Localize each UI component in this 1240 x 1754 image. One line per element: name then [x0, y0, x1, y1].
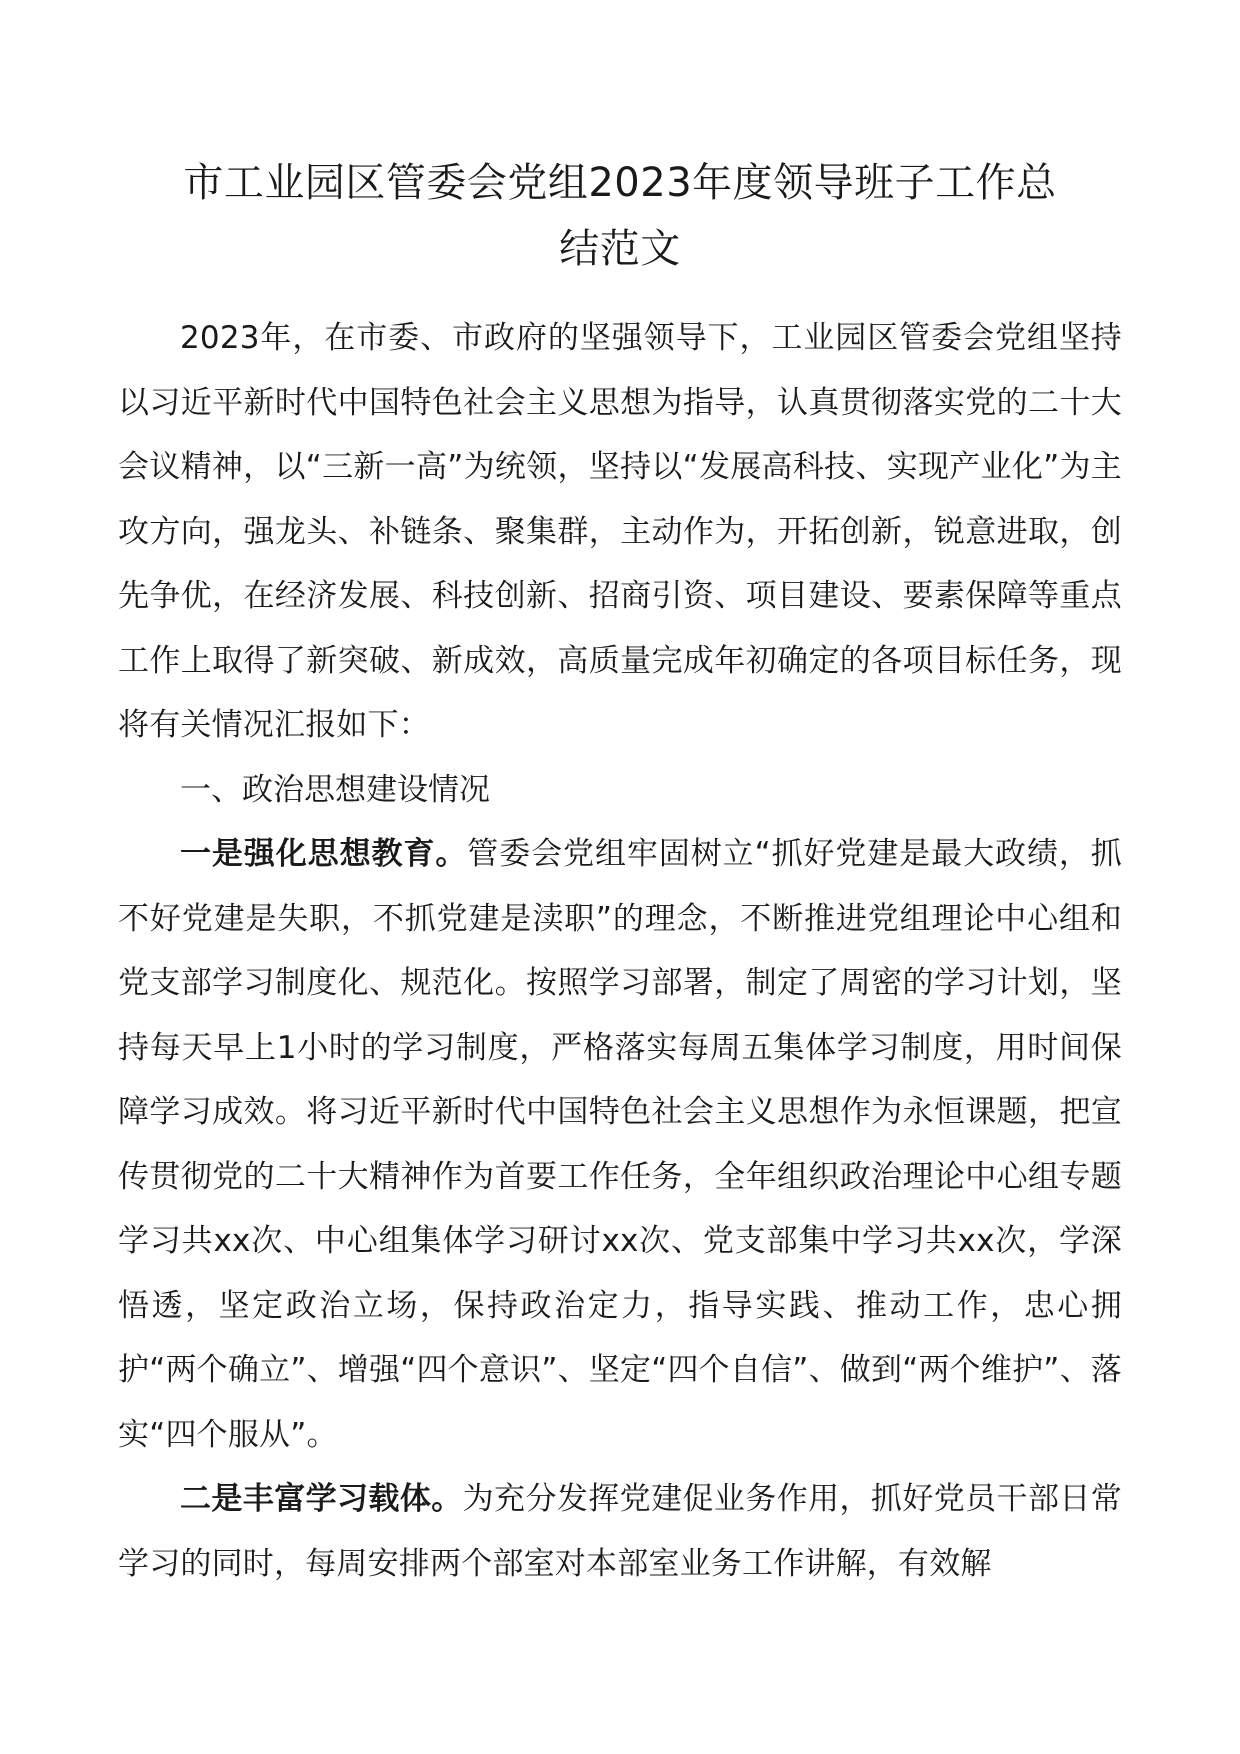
paragraph-body-thought-education: 管委会党组牢固树立“抓好党建是最大政绩，抓不好党建是失职，不抓党建是渎职”的理念，不断推进党组理论中心组和党支部学习制度化、规范化。按照学习部署，制定了周密的学习计划，坚持每天早上1小时的学习制度，严格落实每周五集体学习制度，用时间保障学习成效。将习近平新时代中国特色社会主义思想作为永恒课题，把宣传贯彻党的二十大精神作为首要工作任务，全年组织政治理论中心组专题学习共xx次、中心组集体学习研讨xx次、党支部集中学习共xx次，学深悟透，坚定政治立场，保持政治定力，指导实践、推动工作，忠心拥护“两个确立”、增强“四个意识”、坚定“四个自信”、做到“两个维护”、落实“四个服从”。: [118, 836, 1122, 1453]
section-heading-political: 一、政治思想建设情况: [180, 771, 490, 808]
paragraph-lead-thought-education: 一是强化思想教育。: [180, 836, 468, 872]
intro-paragraph: 2023年，在市委、市政府的坚强领导下，工业园区管委会党组坚持以习近平新时代中国特色社会主义思想为指导，认真贯彻落实党的二十大会议精神，以“三新一高”为统领，坚持以“发展高科技、实现产业化”为主攻方向，强龙头、补链条、聚集群，主动作为，开拓创新，锐意进取，创先争优，在经济发展、科技创新、招商引资、项目建设、要素保障等重点工作上取得了新突破、新成效，高质量完成年初确定的各项目标任务，现将有关情况汇报如下：: [118, 320, 1122, 743]
title-line-1: 市工业园区管委会党组2023年度领导班子工作总: [183, 160, 1057, 206]
document-title: [118, 150, 1122, 282]
paragraph-lead-learning-carriers: 二是丰富学习载体。: [180, 1481, 463, 1517]
title-line-2: 结范文: [559, 226, 681, 272]
paragraph-thought-education: [118, 822, 1122, 1467]
paragraph-body-learning-carriers: 为充分发挥党建促业务作用，抓好党员干部日常学习的同时，每周安排两个部室对本部室业务工作讲解，有效解: [118, 1481, 1122, 1582]
paragraph-learning-carriers: [118, 1467, 1122, 1596]
